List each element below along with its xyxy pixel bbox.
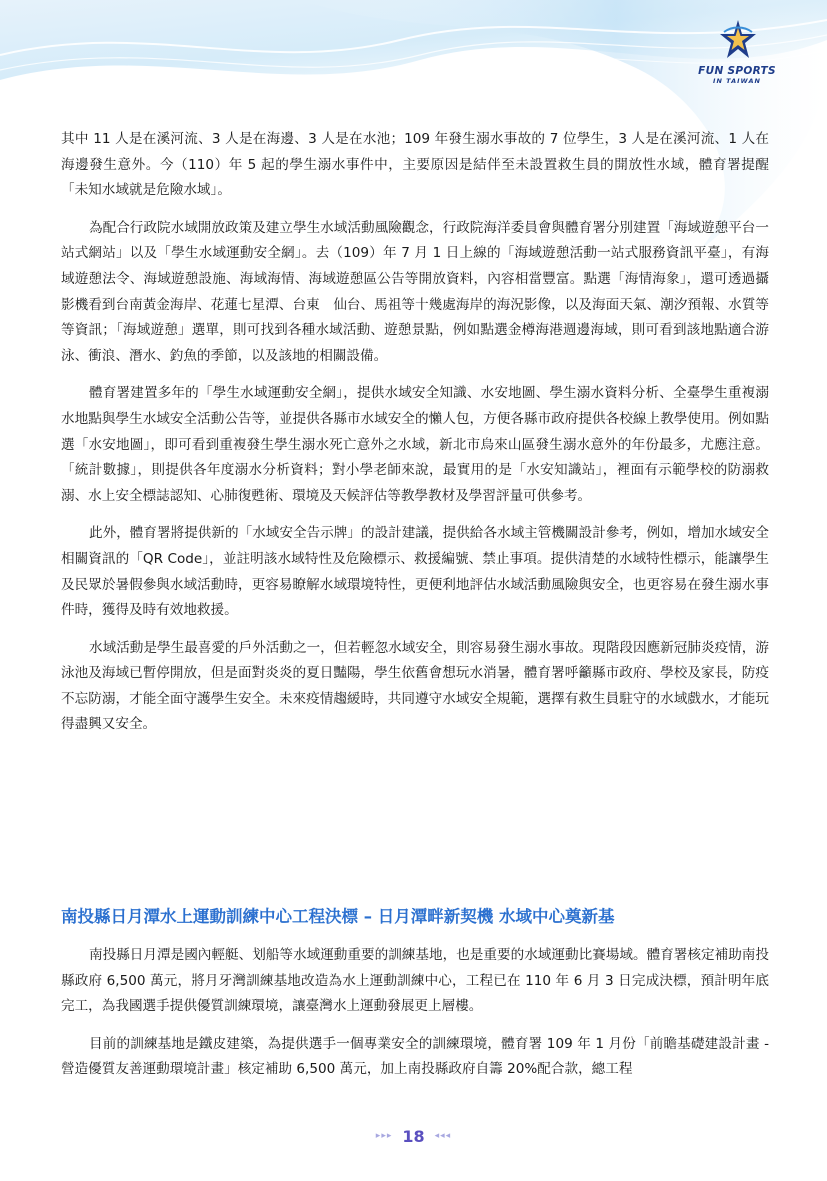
paragraph: 其中 11 人是在溪河流、3 人是在海邊、3 人是在水池；109 年發生溺水事故的 7 位學生，3 人是在溪河流、1 人在海邊發生意外。今（110）年 5 起的學生溺水事件中，主要原因是結伴至未設置救生員的開放性水域，體育署提醒「未知水域就是危險水域」。 <box>61 131 769 199</box>
logo-title: FUN SPORTS <box>698 65 776 77</box>
page-footer <box>0 1121 827 1151</box>
left-arrows-icon: ▸▸▸ <box>375 1131 393 1141</box>
paragraph: 為配合行政院水域開放政策及建立學生水域活動風險觀念，行政院海洋委員會與體育署分別建置「海域遊憩平台一站式網站」以及「學生水域運動安全網」。去（109）年 7 月 1 日上線的「海域遊憩活動一站式服務資訊平臺」，有海域遊憩法令、海域遊憩設施、海域海情、海域遊憩區公告等開放資料，內容相當豐富。點選「海情海象」，還可透過攝影機看到台南黃金海岸、花蓮七星潭、台東 仙台、馬祖等十幾處海岸的海況影像，以及海面天氣、潮汐預報、水質等等資訊；「海域遊憩」選單，則可找到各種水域活動、遊憩景點，例如點選金樽海港週邊海域，則可看到該地點適合游泳、衝浪、潛水、釣魚的季節，以及該地的相關設備。 <box>61 219 769 364</box>
fun-sports-logo <box>696 18 778 96</box>
page-number: 18 <box>402 1126 425 1146</box>
paragraph: 此外，體育署將提供新的「水域安全告示牌」的設計建議，提供給各水域主管機關設計參考，例如，增加水域安全相關資訊的「QR Code」，並註明該水域特性及危險標示、救援編號、禁止事項。提供清楚的水域特性標示，能讓學生及民眾於暑假參與水域活動時，更容易瞭解水域環境特性，更便利地評估水域活動風險與安全，也更容易在發生溺水事件時，獲得及時有效地救援。 <box>61 525 769 619</box>
section-heading: 南投縣日月潭水上運動訓練中心工程決標 – 日月潭畔新契機 水域中心奠新基 <box>61 907 615 926</box>
paragraph: 水域活動是學生最喜愛的戶外活動之一，但若輕忽水域安全，則容易發生溺水事故。現階段因應新冠肺炎疫情，游泳池及海域已暫停開放，但是面對炎炎的夏日豔陽，學生依舊會想玩水消暑，體育署呼籲縣市政府、學校及家長，防疫不忘防溺，才能全面守護學生安全。未來疫情趨緩時，共同遵守水域安全規範，選擇有救生員駐守的水域戲水，才能玩得盡興又安全。 <box>61 639 769 733</box>
logo-subtitle: IN TAIWAN <box>713 77 761 85</box>
paragraph: 體育署建置多年的「學生水域運動安全網」，提供水域安全知識、水安地圖、學生溺水資料分析、全臺學生重複溺水地點與學生水域安全活動公告等，並提供各縣市水域安全的懶人包，方便各縣市政府提供各校線上教學使用。例如點選「水安地圖」，即可看到重複發生學生溺水死亡意外之水域，新北市烏來山區發生溺水意外的年份最多，尤應注意。「統計數據」，則提供各年度溺水分析資料；對小學老師來說，最實用的是「水安知識站」，裡面有示範學校的防溺救溺、水上安全標誌認知、心肺復甦術、環境及天候評估等教學教材及學習評量可供參考。 <box>61 385 769 504</box>
article2-body <box>61 943 769 1095</box>
article-body <box>61 127 769 750</box>
right-arrows-icon: ◂◂◂ <box>434 1131 452 1141</box>
star-logo-icon <box>718 18 758 64</box>
paragraph: 目前的訓練基地是鐵皮建築，為提供選手一個專業安全的訓練環境，體育署 109 年 1 月份「前瞻基礎建設計畫 - 營造優質友善運動環境計畫」核定補助 6,500 萬元，加上南投縣政府自籌 20%配合款，總工程 <box>61 1035 769 1078</box>
paragraph: 南投縣日月潭是國內輕艇、划船等水域運動重要的訓練基地，也是重要的水域運動比賽場域。體育署核定補助南投縣政府 6,500 萬元，將月牙灣訓練基地改造為水上運動訓練中心，工程已在 110 年 6 月 3 日完成決標，預計明年底完工，為我國選手提供優質訓練環境，讓臺灣水上運動發展更上層樓。 <box>61 947 769 1015</box>
